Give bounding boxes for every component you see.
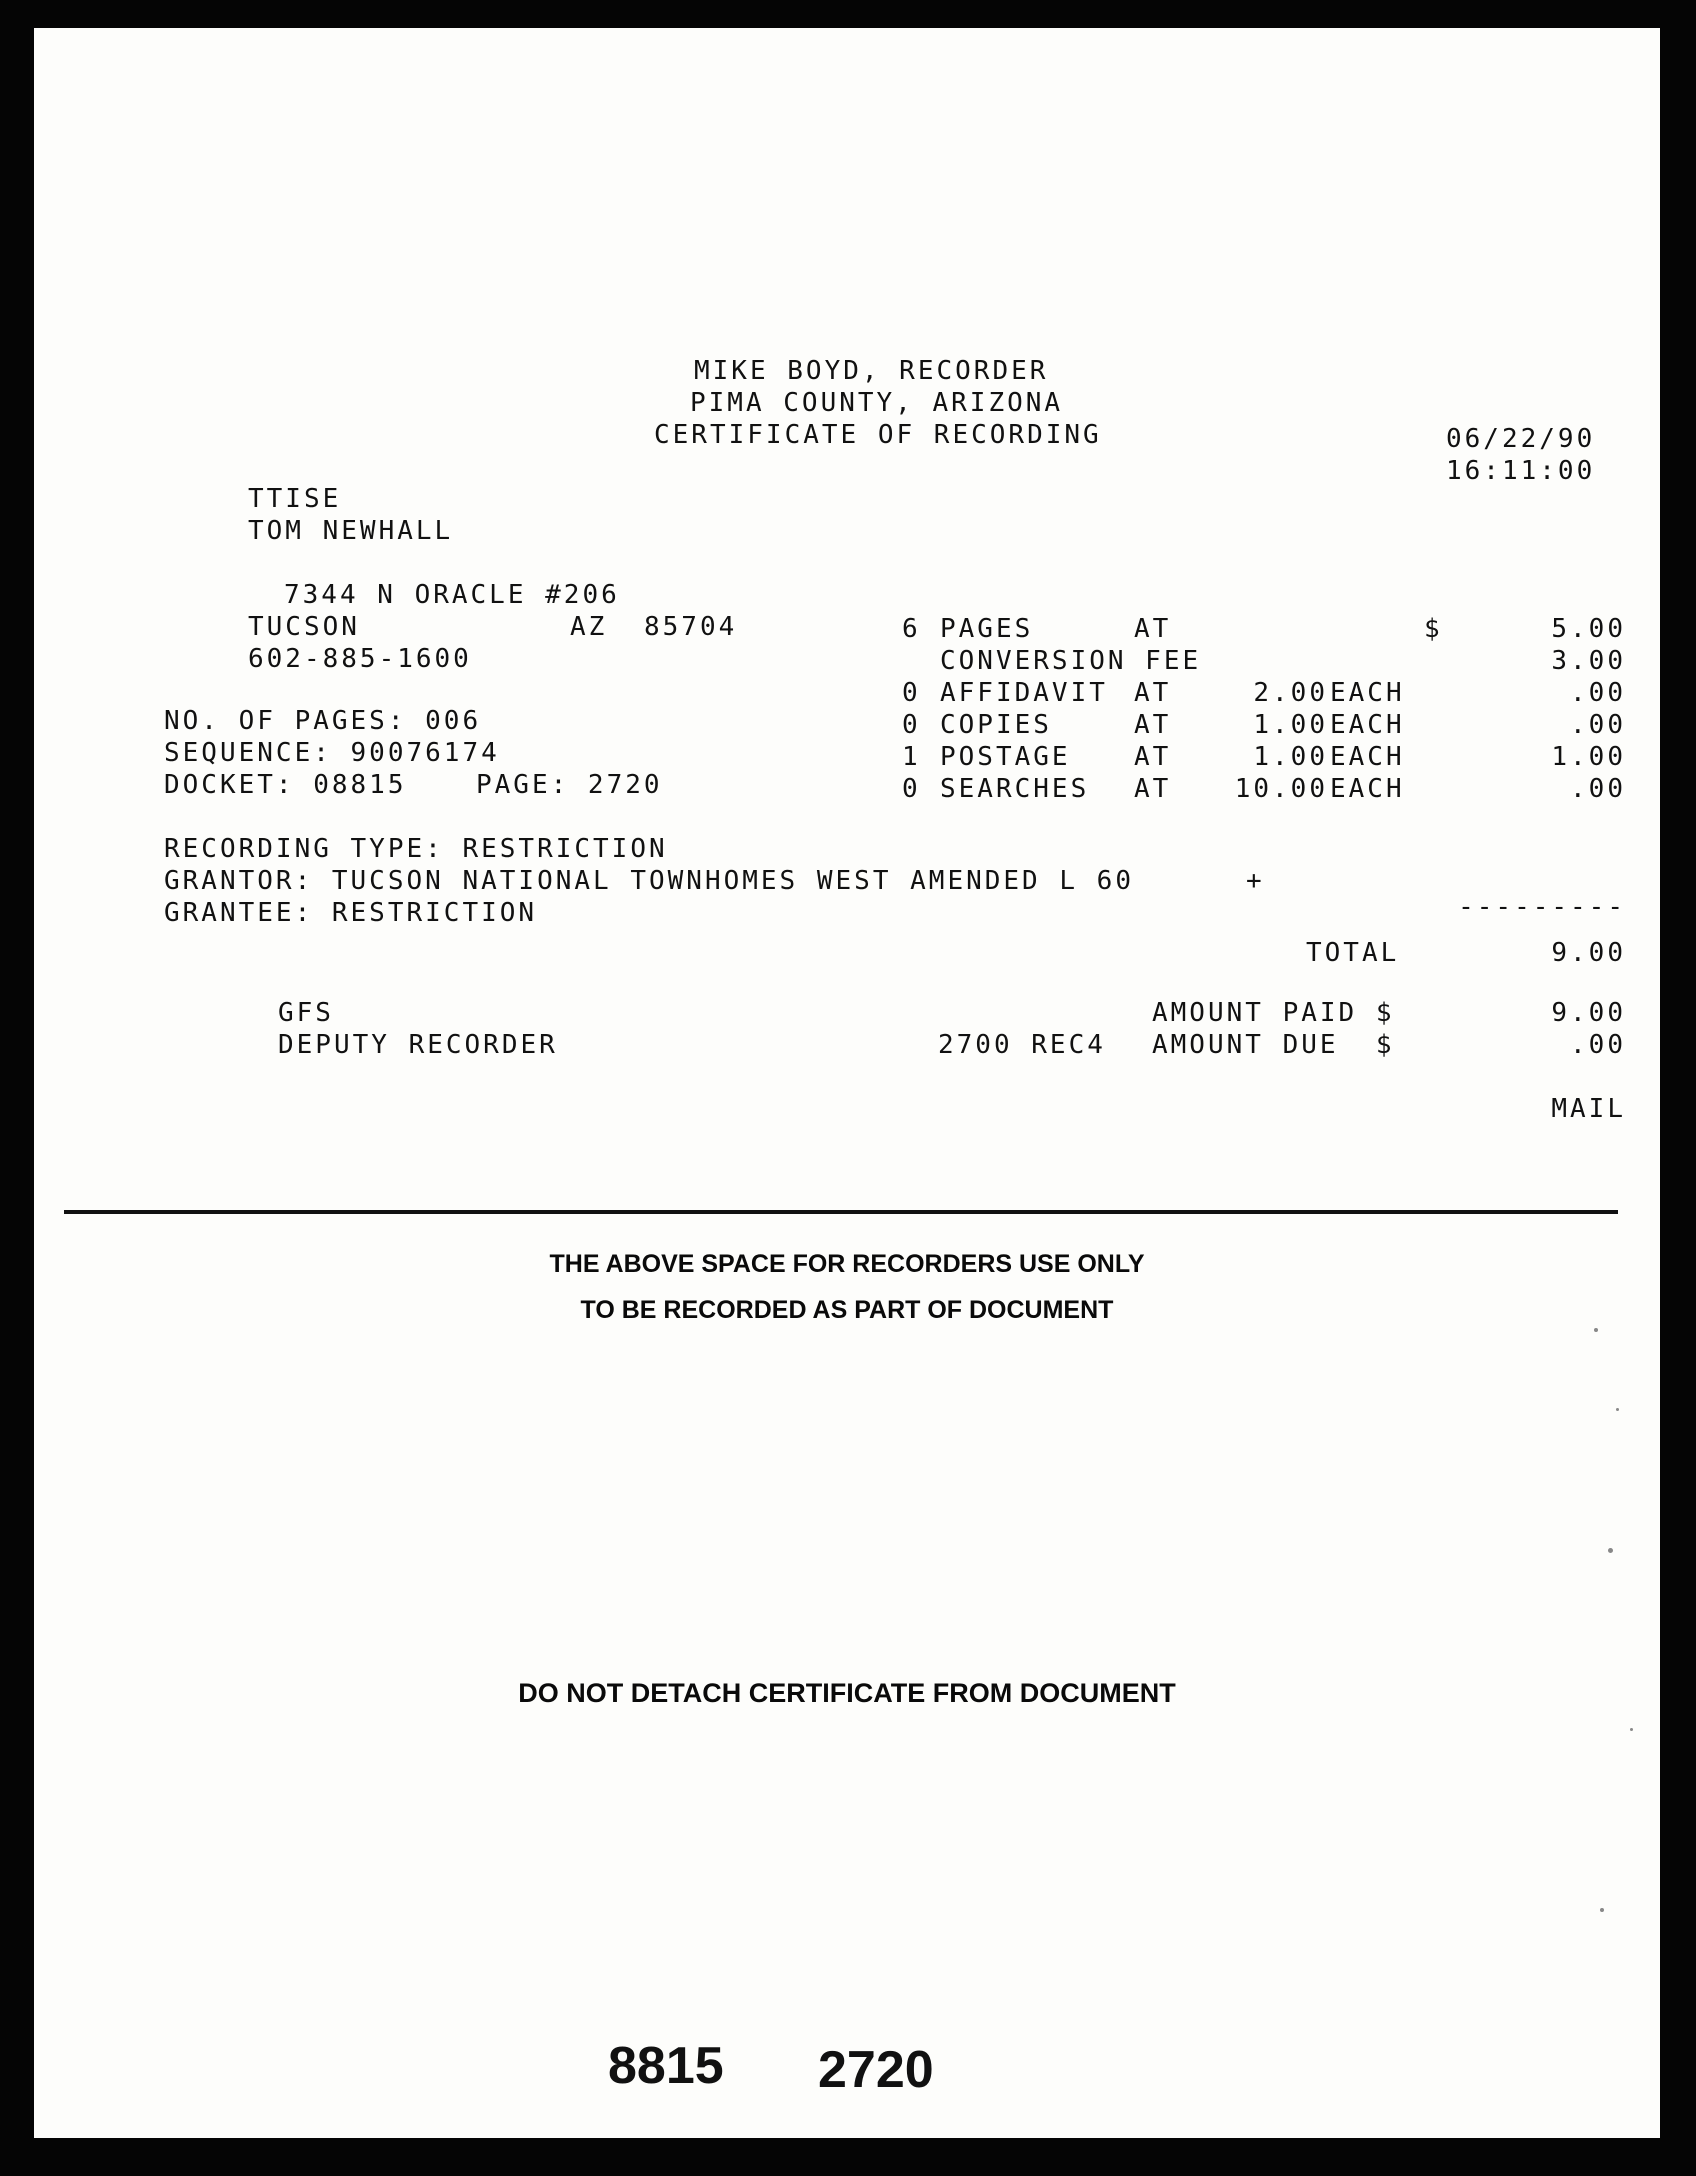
- docket-number: DOCKET: 08815: [164, 770, 407, 800]
- submitter-city: TUCSON: [248, 612, 360, 642]
- fee-qty: 6: [902, 614, 921, 644]
- grantor-mark: +: [1246, 866, 1265, 896]
- grantee: GRANTEE: RESTRICTION: [164, 898, 538, 928]
- recorder-section-divider: [64, 1210, 1618, 1214]
- sequence-number: SEQUENCE: 90076174: [164, 738, 500, 768]
- station-code: 2700 REC4: [938, 1030, 1106, 1060]
- fee-at: AT: [1134, 774, 1172, 804]
- fee-item: POSTAGE: [940, 742, 1071, 772]
- submitter-name: TOM NEWHALL: [248, 516, 454, 546]
- fee-at: AT: [1134, 678, 1172, 708]
- scan-speck: [1594, 1328, 1598, 1332]
- recorder-use-notice: THE ABOVE SPACE FOR RECORDERS USE ONLY: [549, 1250, 1145, 1278]
- deputy-title: DEPUTY RECORDER: [278, 1030, 558, 1060]
- submitter-address: 7344 N ORACLE #206: [284, 580, 620, 610]
- fee-at: AT: [1134, 710, 1172, 740]
- fee-amount: 5.00: [1551, 614, 1626, 644]
- submitter-zip: 85704: [644, 612, 738, 642]
- grantor: GRANTOR: TUCSON NATIONAL TOWNHOMES WEST AMENDED L 60: [164, 866, 1134, 896]
- scan-speck: [1600, 1908, 1604, 1912]
- scan-speck: [1616, 1408, 1619, 1411]
- fee-amount: 3.00: [1551, 646, 1626, 676]
- certificate-sheet: [34, 28, 1660, 2138]
- fee-each: EACH: [1330, 742, 1405, 772]
- fee-qty: 0: [902, 774, 921, 804]
- stamped-docket-number: 8815: [608, 2037, 724, 2095]
- deputy-initials: GFS: [278, 998, 334, 1028]
- page-number: PAGE: 2720: [476, 770, 663, 800]
- fee-dollar-sign: $: [1424, 614, 1443, 644]
- stamped-page-number: 2720: [818, 2041, 934, 2099]
- fee-rate: 2.00: [1253, 678, 1328, 708]
- total-separator: ---------: [1458, 892, 1626, 922]
- amount-paid-value: 9.00: [1551, 998, 1626, 1028]
- fee-amount: 1.00: [1551, 742, 1626, 772]
- fee-item: CONVERSION FEE: [940, 646, 1202, 676]
- fee-qty: 0: [902, 710, 921, 740]
- total-label: TOTAL: [1306, 938, 1400, 968]
- fee-at: AT: [1134, 742, 1172, 772]
- certificate-title: CERTIFICATE OF RECORDING: [654, 420, 1102, 450]
- pages-count: NO. OF PAGES: 006: [164, 706, 482, 736]
- fee-item: SEARCHES: [940, 774, 1090, 804]
- fee-item: AFFIDAVIT: [940, 678, 1108, 708]
- recorder-name: MIKE BOYD, RECORDER: [694, 356, 1049, 386]
- record-date: 06/22/90: [1446, 424, 1596, 454]
- fee-rate: 1.00: [1253, 742, 1328, 772]
- submitter-phone: 602-885-1600: [248, 644, 472, 674]
- fee-amount: .00: [1570, 774, 1626, 804]
- scan-speck: [1608, 1548, 1613, 1553]
- submitter-code: TTISE: [248, 484, 342, 514]
- fee-rate: 1.00: [1253, 710, 1328, 740]
- amount-due-label: AMOUNT DUE $: [1152, 1030, 1395, 1060]
- fee-each: EACH: [1330, 774, 1405, 804]
- record-time: 16:11:00: [1446, 456, 1596, 486]
- fee-each: EACH: [1330, 710, 1405, 740]
- fee-amount: .00: [1570, 678, 1626, 708]
- submitter-state: AZ: [570, 612, 608, 642]
- amount-paid-label: AMOUNT PAID $: [1152, 998, 1395, 1028]
- do-not-detach-notice: DO NOT DETACH CERTIFICATE FROM DOCUMENT: [518, 1678, 1176, 1708]
- scan-speck: [1630, 1728, 1633, 1731]
- county-name: PIMA COUNTY, ARIZONA: [690, 388, 1064, 418]
- amount-due-value: .00: [1570, 1030, 1626, 1060]
- total-value: 9.00: [1551, 938, 1626, 968]
- fee-qty: 1: [902, 742, 921, 772]
- fee-item: PAGES: [940, 614, 1034, 644]
- fee-qty: 0: [902, 678, 921, 708]
- recording-type: RECORDING TYPE: RESTRICTION: [164, 834, 668, 864]
- delivery-method: MAIL: [1551, 1094, 1626, 1124]
- fee-amount: .00: [1570, 710, 1626, 740]
- fee-each: EACH: [1330, 678, 1405, 708]
- fee-rate: 10.00: [1234, 774, 1328, 804]
- fee-item: COPIES: [940, 710, 1052, 740]
- record-as-part-notice: TO BE RECORDED AS PART OF DOCUMENT: [580, 1296, 1114, 1324]
- fee-at: AT: [1134, 614, 1172, 644]
